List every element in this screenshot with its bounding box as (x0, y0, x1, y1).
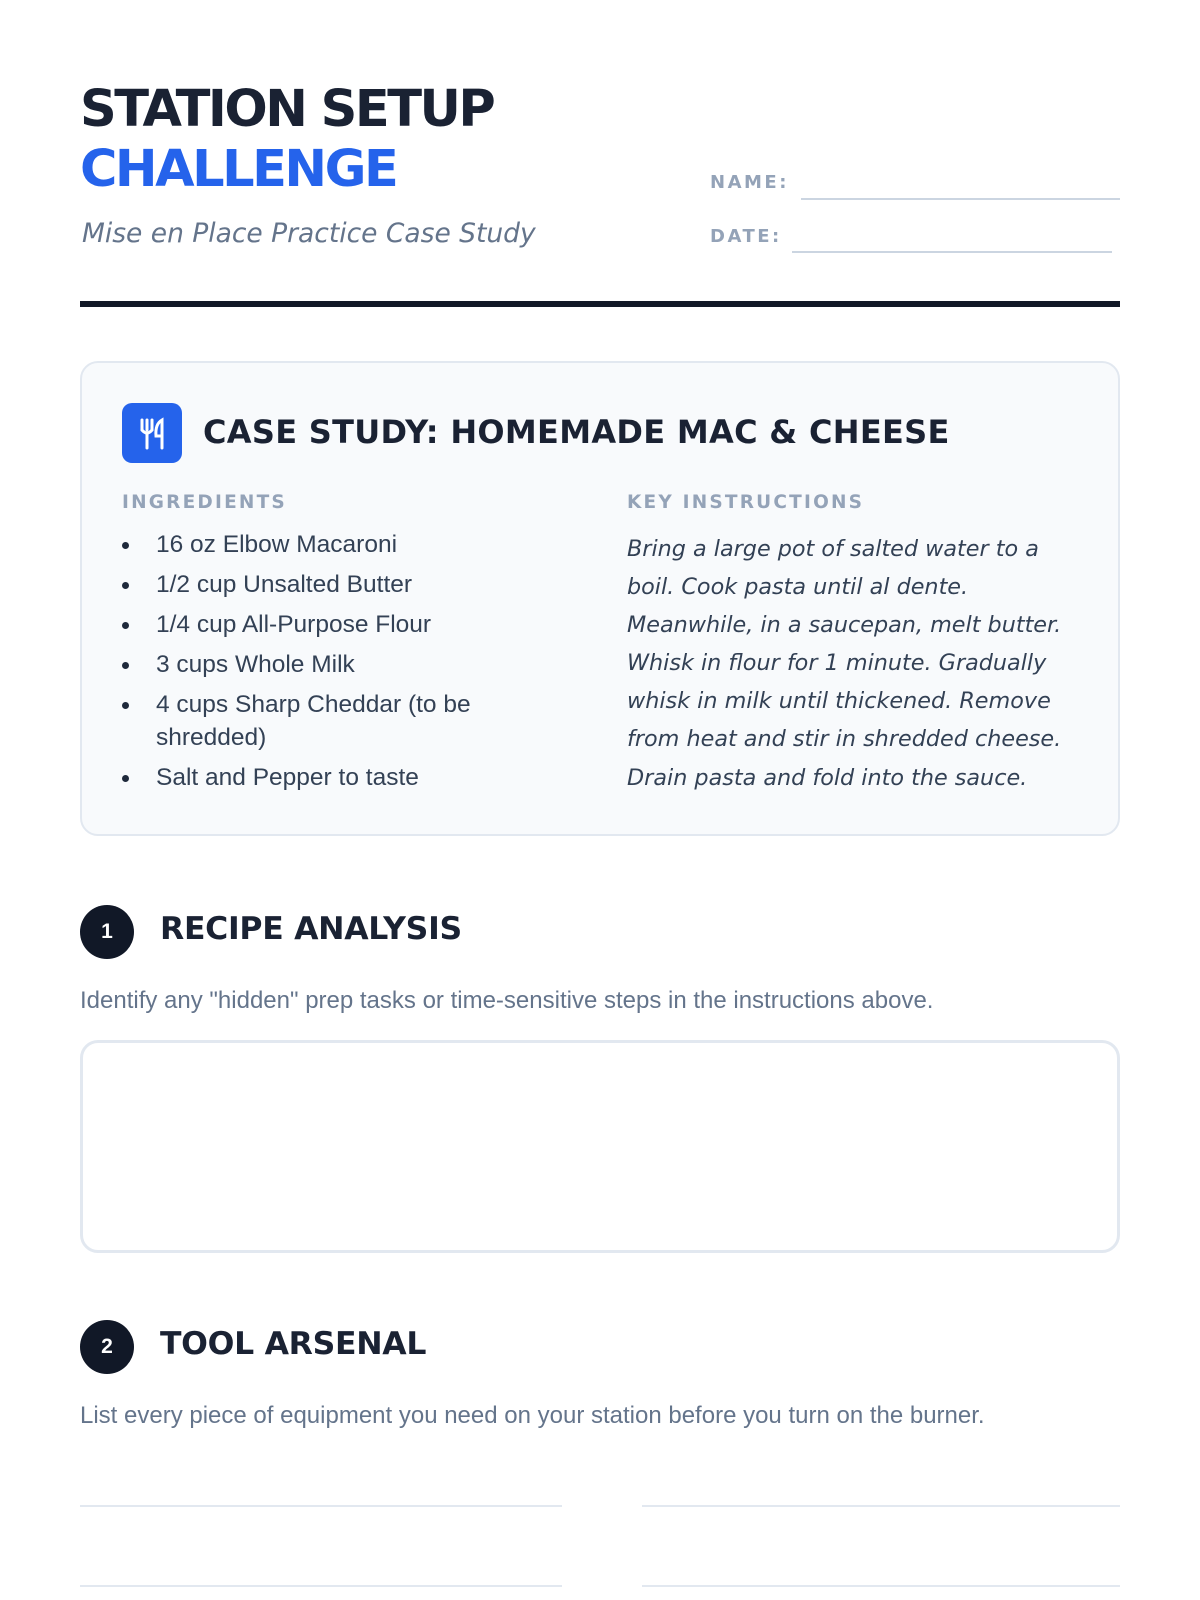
ingredients-label: INGREDIENTS (122, 492, 287, 513)
date-label: DATE: (710, 226, 782, 247)
utensils-icon (122, 403, 182, 463)
section-title-recipe-analysis: RECIPE ANALYSIS (160, 911, 462, 947)
ingredient-item: 3 cups Whole Milk (122, 648, 522, 681)
instructions-label: KEY INSTRUCTIONS (627, 492, 865, 513)
case-study-title: CASE STUDY: HOMEMADE MAC & CHEESE (203, 413, 950, 451)
section-description: Identify any "hidden" prep tasks or time-sensitive steps in the instructions above. (80, 987, 934, 1014)
tool-answer-line[interactable] (80, 1505, 562, 1507)
header-divider (80, 301, 1120, 307)
name-field[interactable] (801, 198, 1120, 200)
title-line-1: STATION SETUP (80, 80, 494, 139)
title-line-2: CHALLENGE (80, 140, 397, 199)
ingredient-item: Salt and Pepper to taste (122, 761, 522, 794)
instructions-text: Bring a large pot of salted water to a boil. Cook pasta until al dente. Meanwhile, in a saucepan, melt butter. Whisk in flour for 1 minute. Gradually whisk in milk until thickened. Remove from heat and stir in shredded cheese. Drain pasta and fold into the sauce. (627, 536, 1062, 791)
ingredient-item: 16 oz Elbow Macaroni (122, 528, 522, 561)
recipe-analysis-answer-box[interactable] (80, 1040, 1120, 1253)
ingredient-item: 1/4 cup All-Purpose Flour (122, 608, 522, 641)
section-description: List every piece of equipment you need on your station before you turn on the burner. (80, 1402, 985, 1429)
step-badge-1: 1 (80, 905, 134, 959)
tool-answer-line[interactable] (642, 1505, 1120, 1507)
date-field[interactable] (792, 251, 1112, 253)
tool-answer-line[interactable] (80, 1585, 562, 1587)
subtitle: Mise en Place Practice Case Study (82, 218, 536, 249)
ingredient-item: 4 cups Sharp Cheddar (to be shredded) (122, 688, 522, 754)
name-label: NAME: (710, 172, 789, 193)
ingredients-list (122, 528, 522, 801)
tool-answer-line[interactable] (642, 1585, 1120, 1587)
section-title-tool-arsenal: TOOL ARSENAL (160, 1326, 427, 1362)
step-badge-2: 2 (80, 1320, 134, 1374)
ingredient-item: 1/2 cup Unsalted Butter (122, 568, 522, 601)
